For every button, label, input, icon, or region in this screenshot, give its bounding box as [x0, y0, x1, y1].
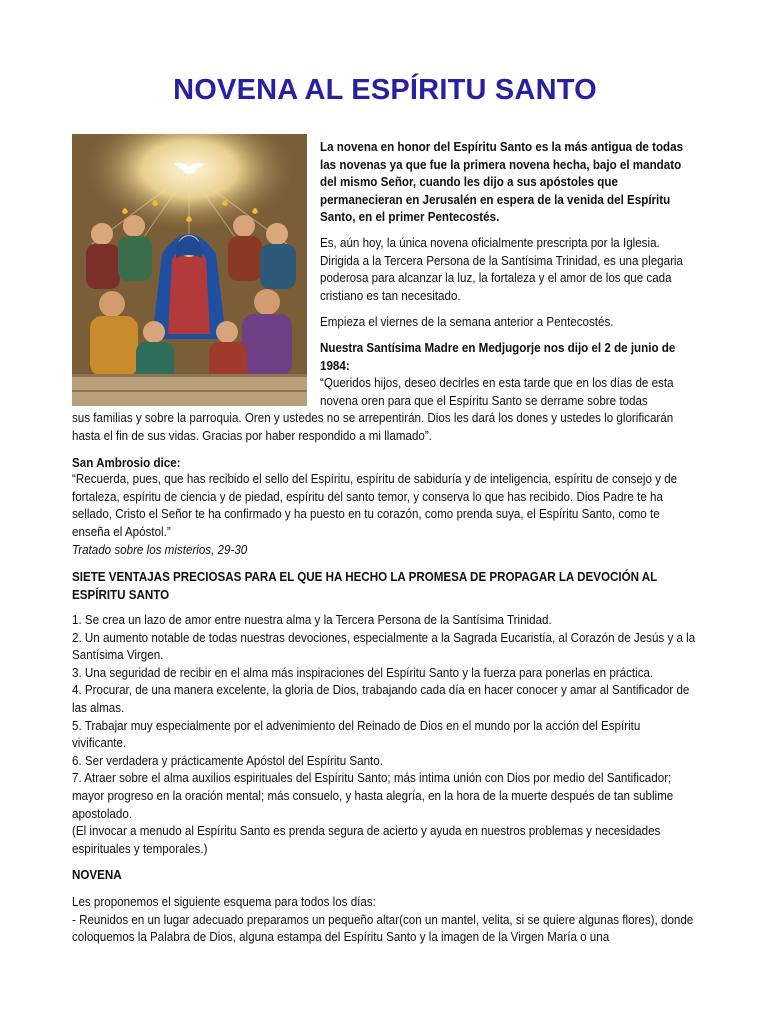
ambrosio-quote: “Recuerda, pues, que has recibido el sello del Espíritu, espíritu de sabiduría y de inteligencia, espíritu de consejo y de fortaleza, espíritu de ciencia y de piedad, espíritu del santo temor, y conserva lo que has recibido. Dios Padre te ha sellado, Cristo el Señor te ha confirmado y ha puesto en tu corazón, como prenda suya, el Espíritu Santo, como te enseña el Apóstol.” — [72, 471, 678, 539]
medjugorje-heading: Nuestra Santísima Madre en Medjugorje nos dijo el 2 de junio de 1984: — [320, 340, 676, 373]
ventajas-list — [72, 611, 698, 857]
list-item: 1. Se crea un lazo de amor entre nuestra alma y la Tercera Persona de la Santísima Trinidad. — [72, 612, 552, 627]
intro-bold-paragraph: La novena en honor del Espíritu Santo es la más antigua de todas las novenas ya que fue la primera novena hecha, bajo el mandato del mismo Señor, cuando les dijo a sus apóstoles que permanecieran en Jerusalén en espera de la venida del Espíritu Santo, en el primer Pentecostés. — [320, 139, 684, 225]
medjugorje-quote-part1: “Queridos hijos, deseo decirles en esta tarde que en los días de esta novena oren para que el Espíritu Santo se derrame sobre todas — [320, 375, 674, 408]
pentecost-painting — [72, 134, 307, 406]
novena-heading: NOVENA — [72, 867, 122, 882]
medjugorje-quote-part2: sus familias y sobre la parroquia. Oren y ustedes no se arrepentirán. Dios les dará los dones y ustedes lo glorificarán hasta el fin de sus vidas. Gracias por haber respondido a mi llamado”. — [72, 410, 674, 443]
intro-paragraph: Es, aún hoy, la única novena oficialmente prescripta por la Iglesia. Dirigida a la Tercera Persona de la Santísima Trinidad, es una plegaria poderosa para alcanzar la luz, la fortaleza y el amor de los que cada cristiano es tan necesitado. — [320, 235, 683, 303]
list-item: 2. Un aumento notable de todas nuestras devociones, especialmente a la Sagrada Eucaristía, al Corazón de Jesús y a la Santísima Virgen. — [72, 629, 696, 663]
list-item: 4. Procurar, de una manera excelente, la gloria de Dios, trabajando cada día en hacer conocer y amar al Santificador de las almas. — [72, 682, 690, 715]
list-item: 6. Ser verdadera y prácticamente Apóstol del Espíritu Santo. — [72, 752, 383, 768]
novena-body — [72, 893, 698, 946]
ambrosio-heading: San Ambrosio dice: — [72, 455, 181, 470]
list-item: (El invocar a menudo al Espíritu Santo es prenda segura de acierto y ayuda en nuestros problemas y necesidades espirituales y temporales.) — [72, 823, 661, 856]
page-title: NOVENA AL ESPÍRITU SANTO — [173, 74, 597, 106]
list-item: 5. Trabajar muy especialmente por el advenimiento del Reinado de Dios en el mundo por la acción del Espíritu vivificante. — [72, 717, 641, 751]
list-item: 3. Una seguridad de recibir en el alma más inspiraciones del Espíritu Santo y la fuerza para ponerlas en práctica. — [72, 664, 654, 680]
intro-start-note: Empieza el viernes de la semana anterior a Pentecostés. — [320, 314, 614, 329]
list-item: 7. Atraer sobre el alma auxilios espirituales del Espíritu Santo; más intima unión con Dios por medio del Santificador; mayor progreso en la oración mental; más consuelo, y hasta alegría, en la hora de la muerte después de tan sublime apostolado. — [72, 770, 674, 821]
novena-instruction-line: - Reunidos en un lugar adecuado preparamos un pequeño altar(con un mantel, velita, si se quiere algunas flores), donde coloquemos la Palabra de Dios, alguna estampa del Espíritu Santo y la imagen de la Virgen María o una — [72, 911, 694, 945]
ambrosio-source: Tratado sobre los misterios, 29-30 — [72, 542, 248, 557]
novena-intro-line: Les proponemos el siguiente esquema para todos los días: — [72, 894, 376, 909]
ventajas-heading: SIETE VENTAJAS PRECIOSAS PARA EL QUE HA HECHO LA PROMESA DE PROPAGAR LA DEVOCIÓN AL ESPÍRITU SANTO — [72, 569, 658, 602]
